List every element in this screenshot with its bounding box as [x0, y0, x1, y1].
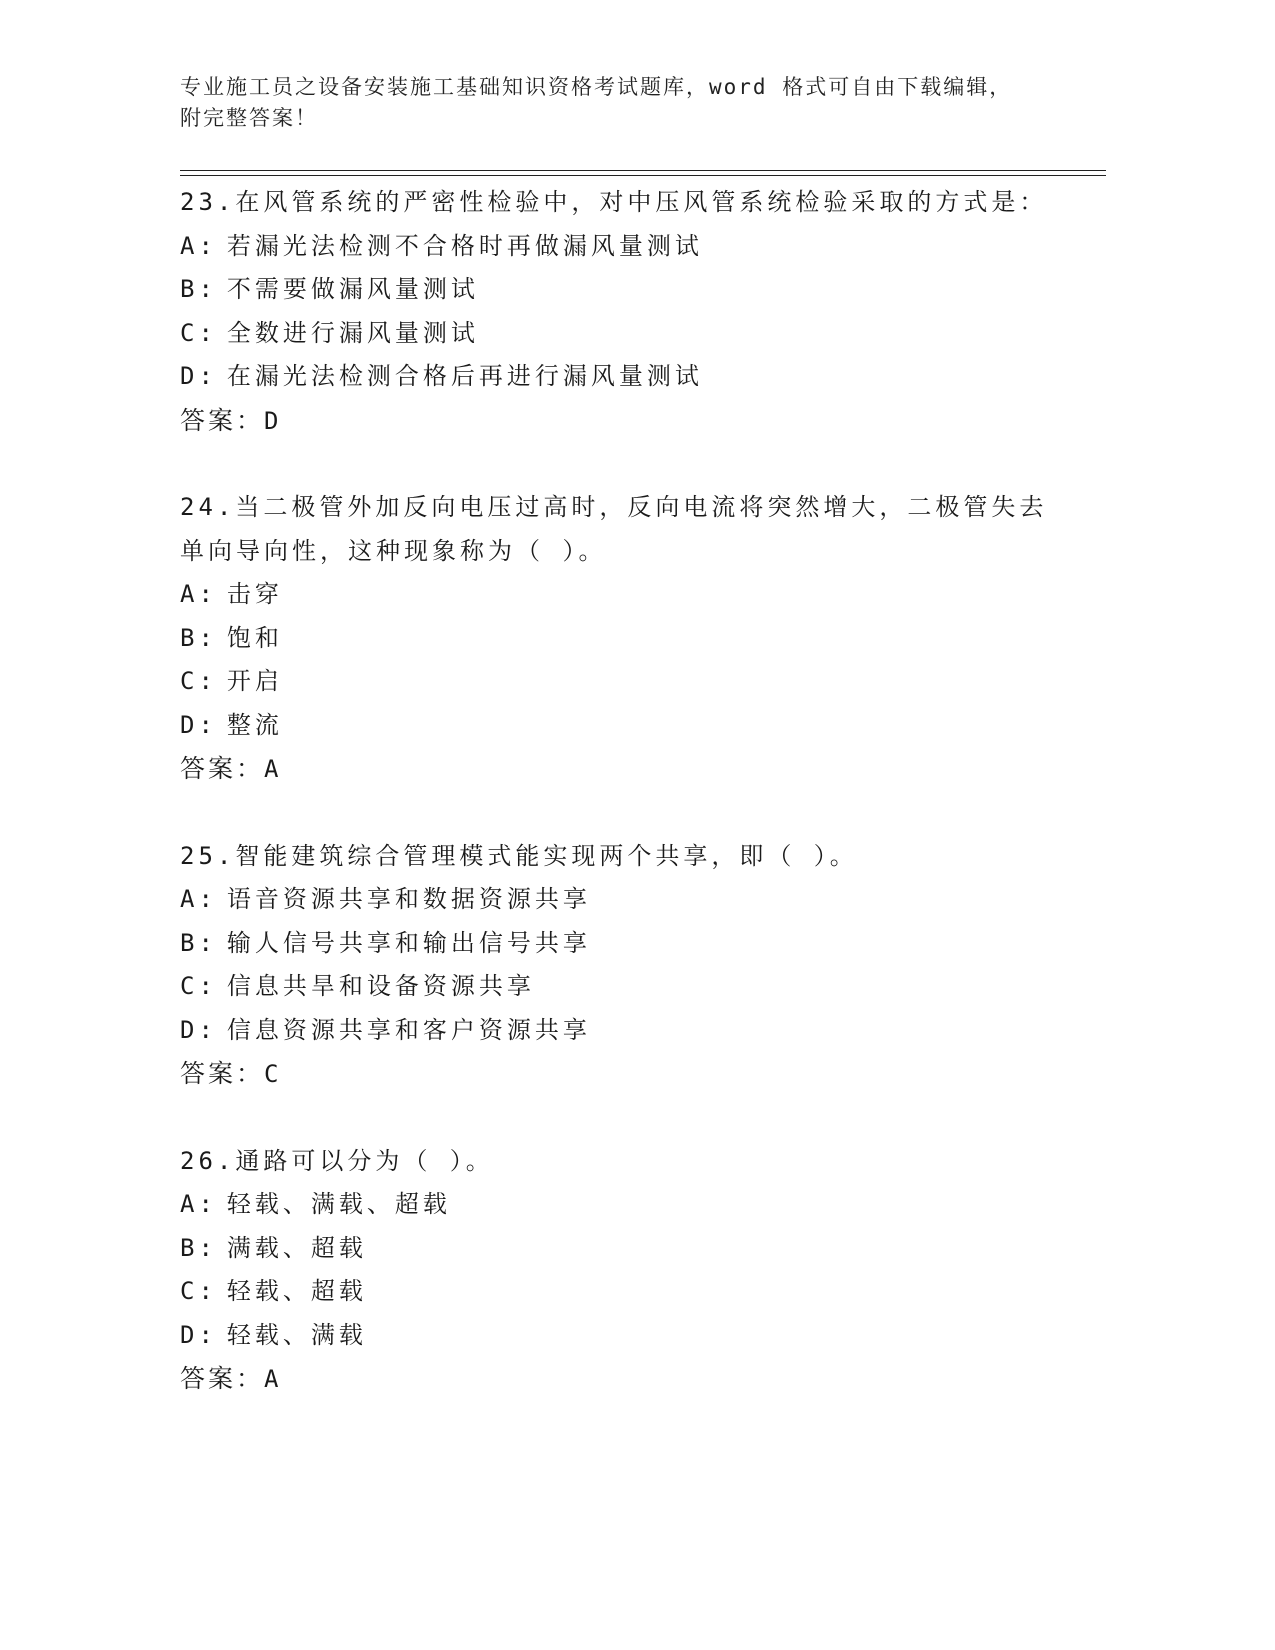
option-letter: B:: [180, 1233, 217, 1262]
question-25: [180, 835, 1080, 1097]
question-23: [180, 181, 1080, 443]
answer-line: [180, 1052, 1080, 1097]
option-letter: B:: [180, 928, 217, 957]
answer-label: 答案：: [180, 1059, 265, 1088]
answer-value: C: [264, 1060, 283, 1088]
option-letter: D:: [180, 362, 217, 390]
option-letter: B:: [180, 275, 217, 303]
option-a: [180, 573, 1080, 617]
option-letter: A:: [180, 231, 217, 260]
option-text: 满载、超载: [226, 1233, 367, 1262]
option-a: [180, 225, 1080, 269]
header-rule-top: [180, 170, 1106, 171]
header-line-1: 专业施工员之设备安装施工基础知识资格考试题库，word 格式可自由下载编辑，: [180, 75, 1013, 99]
document-header: [180, 72, 1060, 134]
question-number: 24.: [180, 493, 236, 521]
option-letter: B:: [180, 623, 217, 652]
option-text: 整流: [226, 710, 283, 739]
answer-line: [180, 399, 1080, 444]
question-stem: [180, 835, 1080, 879]
option-c: [180, 1270, 1080, 1314]
option-text: 击穿: [226, 580, 283, 608]
option-b: [180, 922, 1080, 966]
header-rule-bottom: [180, 175, 1106, 176]
option-text: 开启: [226, 667, 283, 695]
option-text: 若漏光法检测不合格时再做漏风量测试: [226, 231, 703, 260]
question-text: 通路可以分为（ ）。: [235, 1146, 494, 1175]
answer-line: [180, 1357, 1080, 1402]
option-a: [180, 1183, 1080, 1227]
question-number: 26.: [180, 1146, 236, 1175]
option-text: 轻载、满载: [226, 1320, 367, 1349]
question-text: 智能建筑综合管理模式能实现两个共享，即（ ）。: [235, 841, 858, 870]
option-letter: D:: [180, 710, 217, 739]
option-letter: C:: [180, 667, 217, 695]
option-letter: D:: [180, 1320, 217, 1349]
option-text: 轻载、满载、超载: [226, 1190, 451, 1218]
question-text: 当二极管外加反向电压过高时，反向电流将突然增大，二极管失去单向导向性，这种现象称为（ ）。: [180, 493, 1048, 565]
question-stem: [180, 486, 1060, 573]
answer-value: D: [264, 406, 283, 435]
option-text: 语音资源共享和数据资源共享: [226, 885, 591, 913]
option-a: [180, 878, 1080, 922]
option-text: 轻载、超载: [226, 1277, 367, 1305]
answer-value: A: [264, 1365, 283, 1393]
option-letter: A:: [180, 1190, 217, 1218]
option-text: 输人信号共享和输出信号共享: [226, 928, 591, 957]
option-d: [180, 355, 1080, 399]
option-letter: A:: [180, 580, 217, 608]
option-text: 信息资源共享和客户资源共享: [226, 1015, 591, 1044]
option-letter: D:: [180, 1015, 217, 1044]
question-text: 在风管系统的严密性检验中，对中压风管系统检验采取的方式是：: [235, 188, 1048, 216]
question-number: 25.: [180, 841, 236, 870]
option-d: [180, 1009, 1080, 1053]
option-letter: C:: [180, 1277, 217, 1305]
answer-label: 答案：: [180, 1364, 265, 1393]
option-b: [180, 268, 1080, 312]
option-b: [180, 1227, 1080, 1271]
option-letter: A:: [180, 885, 217, 913]
option-c: [180, 965, 1080, 1009]
question-stem: [180, 181, 1080, 225]
question-number: 23.: [180, 188, 236, 216]
option-letter: C:: [180, 972, 217, 1000]
option-c: [180, 660, 1080, 704]
option-c: [180, 312, 1080, 356]
question-24: [180, 486, 1080, 792]
option-letter: C:: [180, 318, 217, 347]
option-text: 饱和: [226, 623, 283, 652]
question-26: [180, 1140, 1080, 1402]
option-text: 信息共旱和设备资源共享: [226, 972, 535, 1000]
header-line-2: 附完整答案！: [180, 106, 318, 130]
option-d: [180, 1314, 1080, 1358]
option-text: 在漏光法检测合格后再进行漏风量测试: [226, 362, 703, 390]
option-d: [180, 704, 1080, 748]
answer-label: 答案：: [180, 754, 265, 783]
option-b: [180, 617, 1080, 661]
question-list: [180, 181, 1080, 1445]
question-stem: [180, 1140, 1080, 1184]
answer-label: 答案：: [180, 405, 265, 435]
option-text: 不需要做漏风量测试: [226, 275, 479, 303]
answer-value: A: [264, 755, 283, 783]
answer-line: [180, 747, 1080, 792]
option-text: 全数进行漏风量测试: [226, 318, 479, 347]
